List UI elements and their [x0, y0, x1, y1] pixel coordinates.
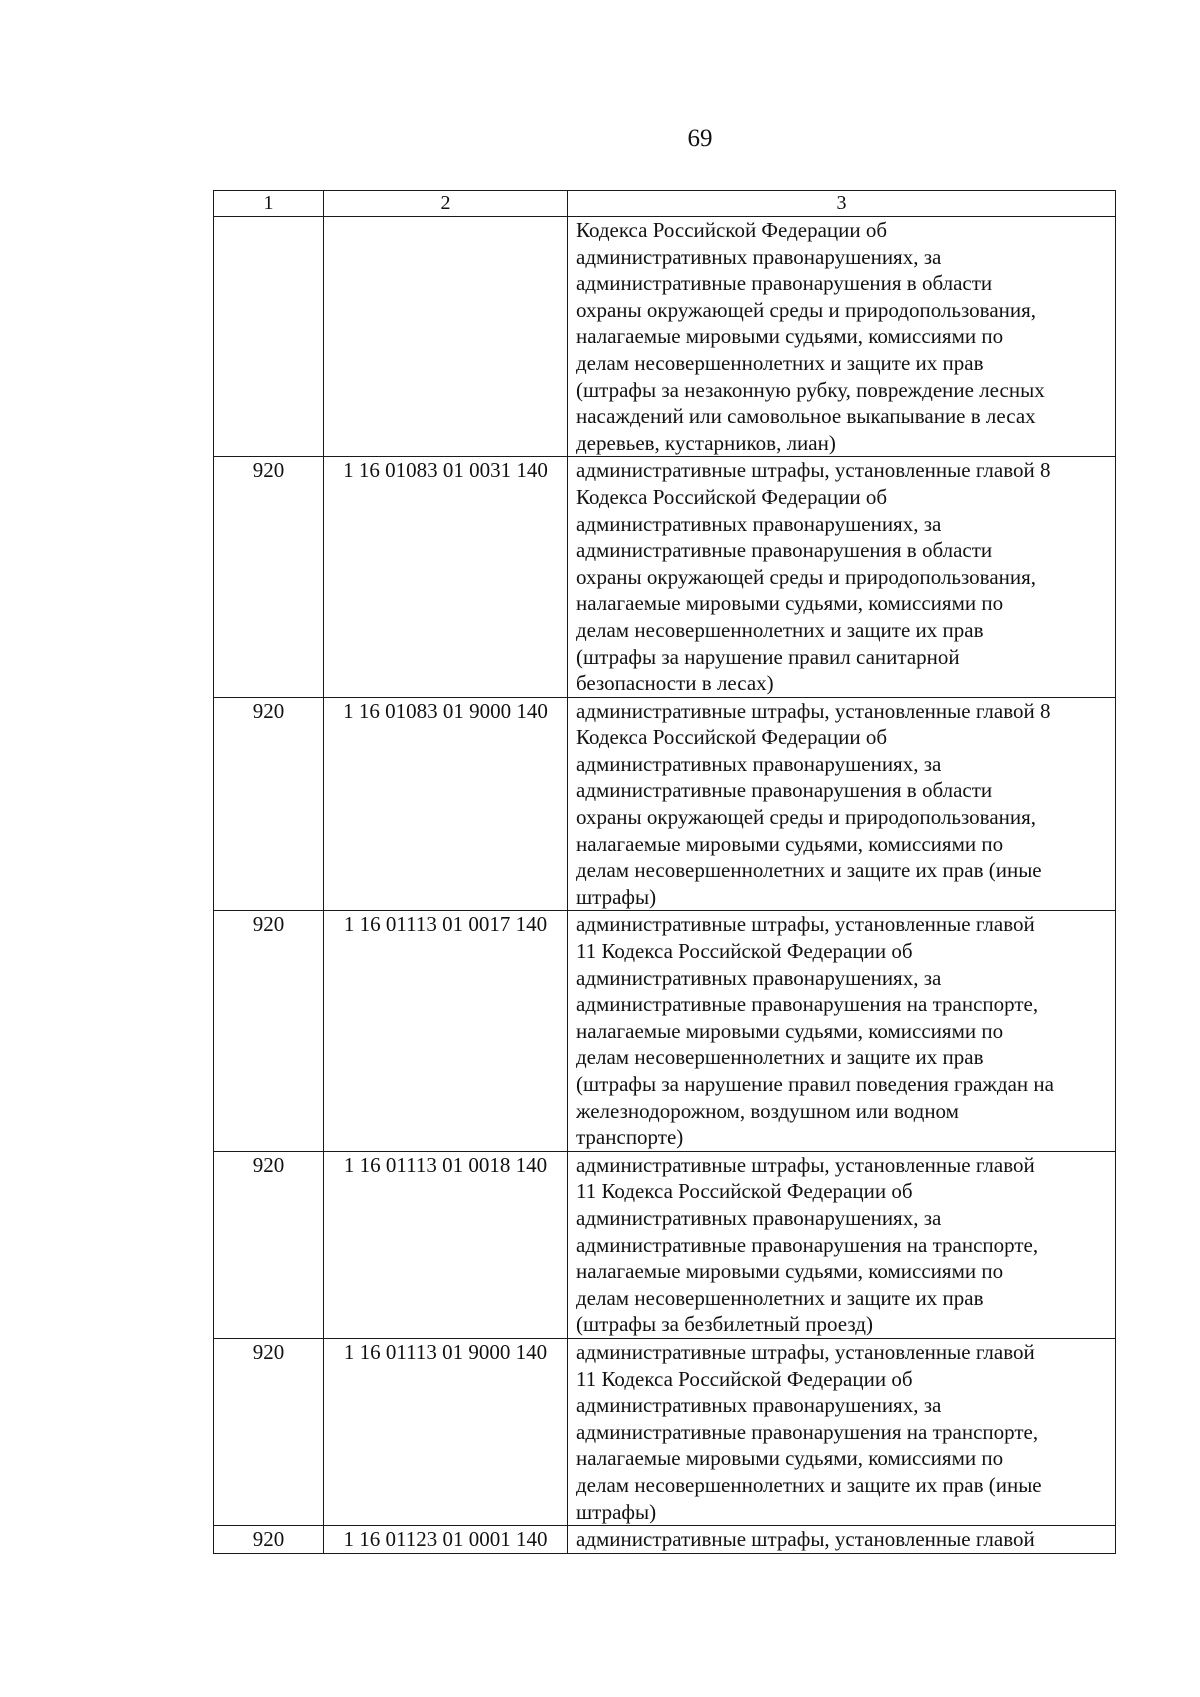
cell-description	[568, 1338, 1116, 1525]
cell-budget-classification-code: 1 16 01113 01 0018 140	[324, 1151, 568, 1338]
cell-budget-classification-code: 1 16 01123 01 0001 140	[324, 1526, 568, 1554]
cell-admin-code: 920	[214, 1526, 324, 1554]
description-line: налагаемые мировыми судьями, комиссиями по	[576, 591, 1004, 616]
column-header-2: 2	[324, 191, 568, 217]
description-line: административные штрафы, установленные главой	[576, 1152, 1035, 1177]
cell-admin-code: 920	[214, 1338, 324, 1525]
description-line: штрафы)	[576, 884, 657, 909]
description-line: безопасности в лесах)	[576, 671, 774, 696]
description-line: штрафы)	[576, 1499, 657, 1524]
cell-admin-code	[214, 217, 324, 457]
description-line: административных правонарушениях, за	[576, 511, 942, 536]
cell-description	[568, 1151, 1116, 1338]
description-line: административные штрафы, установленные главой	[576, 1527, 1035, 1552]
description-line: административные штрафы, установленные главой 8	[576, 698, 1051, 723]
cell-budget-classification-code: 1 16 01083 01 0031 140	[324, 457, 568, 697]
cell-description	[568, 1526, 1116, 1554]
description-line: (штрафы за безбилетный проезд)	[576, 1312, 873, 1337]
description-line: административные правонарушения на транспорте,	[576, 992, 1039, 1017]
description-line: охраны окружающей среды и природопользования,	[576, 297, 1037, 322]
description-line: делам несовершеннолетних и защите их прав	[576, 350, 984, 375]
description-line: административных правонарушениях, за	[576, 244, 942, 269]
description-line: деревьев, кустарников, лиан)	[576, 430, 836, 455]
table-row	[214, 1526, 1116, 1554]
description-line: Кодекса Российской Федерации об	[576, 484, 888, 509]
description-line: охраны окружающей среды и природопользования,	[576, 805, 1037, 830]
description-line: административные штрафы, установленные главой 8	[576, 458, 1051, 483]
cell-admin-code: 920	[214, 911, 324, 1151]
table-row	[214, 457, 1116, 697]
table-row	[214, 1338, 1116, 1525]
description-line: налагаемые мировыми судьями, комиссиями по	[576, 831, 1004, 856]
cell-description	[568, 457, 1116, 697]
column-header-1: 1	[214, 191, 324, 217]
description-line: административные правонарушения в области	[576, 538, 993, 563]
budget-code-table	[213, 190, 1116, 1554]
description-line: транспорте)	[576, 1125, 684, 1150]
description-line: Кодекса Российской Федерации об	[576, 725, 888, 750]
description-line: административные штрафы, установленные главой	[576, 1339, 1035, 1364]
description-line: налагаемые мировыми судьями, комиссиями по	[576, 1259, 1004, 1284]
description-line: насаждений или самовольное выкапывание в лесах	[576, 404, 1036, 429]
description-line: Кодекса Российской Федерации об	[576, 218, 888, 242]
description-line: (штрафы за нарушение правил санитарной	[576, 644, 960, 669]
description-line: 11 Кодекса Российской Федерации об	[576, 1179, 913, 1204]
description-line: делам несовершеннолетних и защите их прав	[576, 1045, 984, 1070]
description-line: административных правонарушениях, за	[576, 751, 942, 776]
description-line: охраны окружающей среды и природопользования,	[576, 564, 1037, 589]
column-header-3: 3	[568, 191, 1116, 217]
page-number: 69	[687, 125, 713, 152]
table-row	[214, 911, 1116, 1151]
description-line: административных правонарушениях, за	[576, 1205, 942, 1230]
description-line: административные правонарушения в области	[576, 271, 993, 296]
cell-description	[568, 217, 1116, 457]
description-line: административные штрафы, установленные главой	[576, 912, 1035, 937]
description-line: железнодорожном, воздушном или водном	[576, 1098, 959, 1123]
description-line: (штрафы за нарушение правил поведения граждан на	[576, 1072, 1054, 1096]
cell-admin-code: 920	[214, 457, 324, 697]
description-line: административные правонарушения на транспорте,	[576, 1419, 1039, 1444]
cell-admin-code: 920	[214, 1151, 324, 1338]
description-line: (штрафы за незаконную рубку, повреждение лесных	[576, 377, 1045, 402]
table-header-row	[214, 191, 1116, 217]
description-line: административные правонарушения в области	[576, 778, 993, 803]
table-row	[214, 217, 1116, 457]
table-body	[214, 191, 1116, 1554]
cell-budget-classification-code: 1 16 01113 01 0017 140	[324, 911, 568, 1151]
table-row	[214, 697, 1116, 911]
cell-budget-classification-code: 1 16 01083 01 9000 140	[324, 697, 568, 911]
description-line: делам несовершеннолетних и защите их прав (иные	[576, 1472, 1042, 1497]
table-row	[214, 1151, 1116, 1338]
description-line: делам несовершеннолетних и защите их прав	[576, 1285, 984, 1310]
description-line: налагаемые мировыми судьями, комиссиями по	[576, 324, 1004, 349]
description-line: 11 Кодекса Российской Федерации об	[576, 939, 913, 964]
description-line: административных правонарушениях, за	[576, 965, 942, 990]
description-line: налагаемые мировыми судьями, комиссиями по	[576, 1018, 1004, 1043]
description-line: налагаемые мировыми судьями, комиссиями по	[576, 1446, 1004, 1471]
cell-budget-classification-code	[324, 217, 568, 457]
cell-budget-classification-code: 1 16 01113 01 9000 140	[324, 1338, 568, 1525]
description-line: делам несовершеннолетних и защите их прав (иные	[576, 858, 1042, 883]
description-line: 11 Кодекса Российской Федерации об	[576, 1366, 913, 1391]
description-line: административных правонарушениях, за	[576, 1393, 942, 1418]
description-line: делам несовершеннолетних и защите их прав	[576, 617, 984, 642]
description-line: административные правонарушения на транспорте,	[576, 1232, 1039, 1257]
cell-description	[568, 697, 1116, 911]
cell-admin-code: 920	[214, 697, 324, 911]
cell-description	[568, 911, 1116, 1151]
